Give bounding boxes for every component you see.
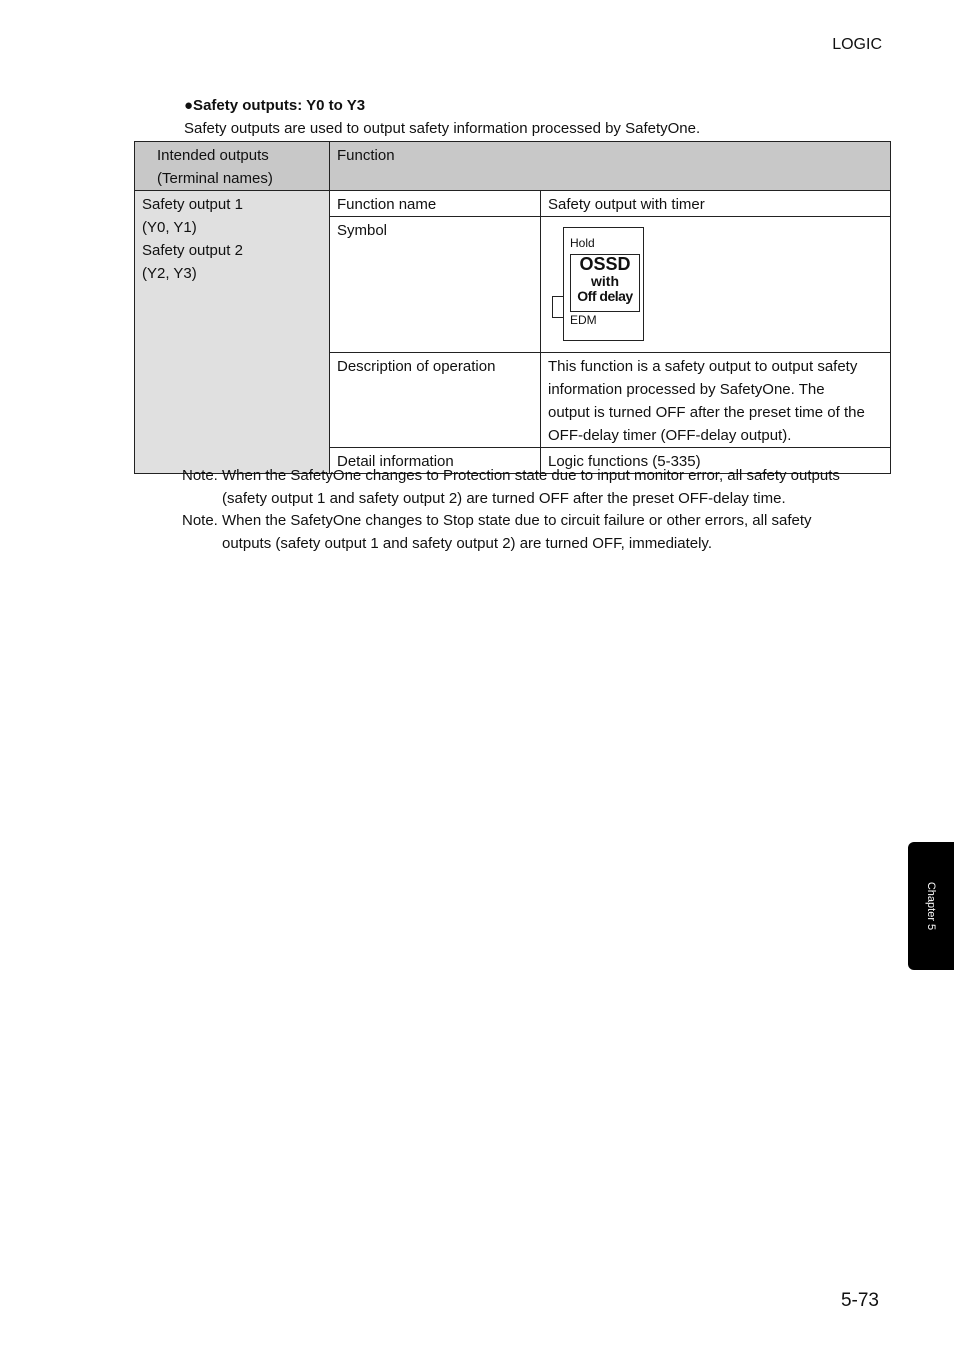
symbol-line2: with [591,273,619,289]
function-name-label: Function name [330,191,541,217]
header-function: Function [330,142,891,191]
symbol-line3: Off delay [577,288,633,304]
description-value: This function is a safety output to output safety information processed by SafetyOne. The output is turned OFF after the preset time of the OFF-delay timer (OFF-delay output). [541,353,891,448]
symbol-cell [541,217,891,353]
symbol-title: OSSD [579,254,631,274]
chapter-tab [908,842,954,970]
table-header-row [135,142,891,191]
symbol-hold-label: Hold [570,236,595,250]
symbol-inner-box [570,254,640,312]
intro-paragraph: Safety outputs are used to output safety information processed by SafetyOne. [184,120,701,137]
intended-outputs-cell [135,191,330,474]
running-header: LOGIC [832,36,882,53]
ossd-symbol-icon [563,227,644,341]
intended-line: Safety output 2 [142,242,243,259]
note-2: Note. When the SafetyOne changes to Stop state due to circuit failure or other errors, all safety outputs (safety output 1 and safety output 2) are turned OFF, immediately. [182,512,812,552]
detail-label: Detail information [330,448,541,474]
section-heading: ●Safety outputs: Y0 to Y3 [184,97,366,114]
page-number: 5-73 [840,1290,879,1311]
description-label: Description of operation [330,353,541,448]
chapter-tab-label: Chapter 5 [925,881,937,931]
intended-line: (Y0, Y1) [142,219,197,236]
header-intended-outputs: Intended outputs (Terminal names) [135,142,330,191]
symbol-edm-label: EDM [570,313,597,327]
symbol-label: Symbol [330,217,541,353]
safety-outputs-table [134,141,891,474]
note-1: Note. When the SafetyOne changes to Protection state due to input monitor error, all safety outputs (safety output 1 and safety output 2) are turned OFF after the preset OFF-delay time. [182,467,840,507]
detail-value: Logic functions (5-335) [541,448,891,474]
table-row [135,191,891,217]
notes-block [182,465,882,555]
intended-line: (Y2, Y3) [142,265,197,282]
intended-line: Safety output 1 [142,196,243,213]
input-connector-icon [552,296,563,318]
function-name-value: Safety output with timer [541,191,891,217]
